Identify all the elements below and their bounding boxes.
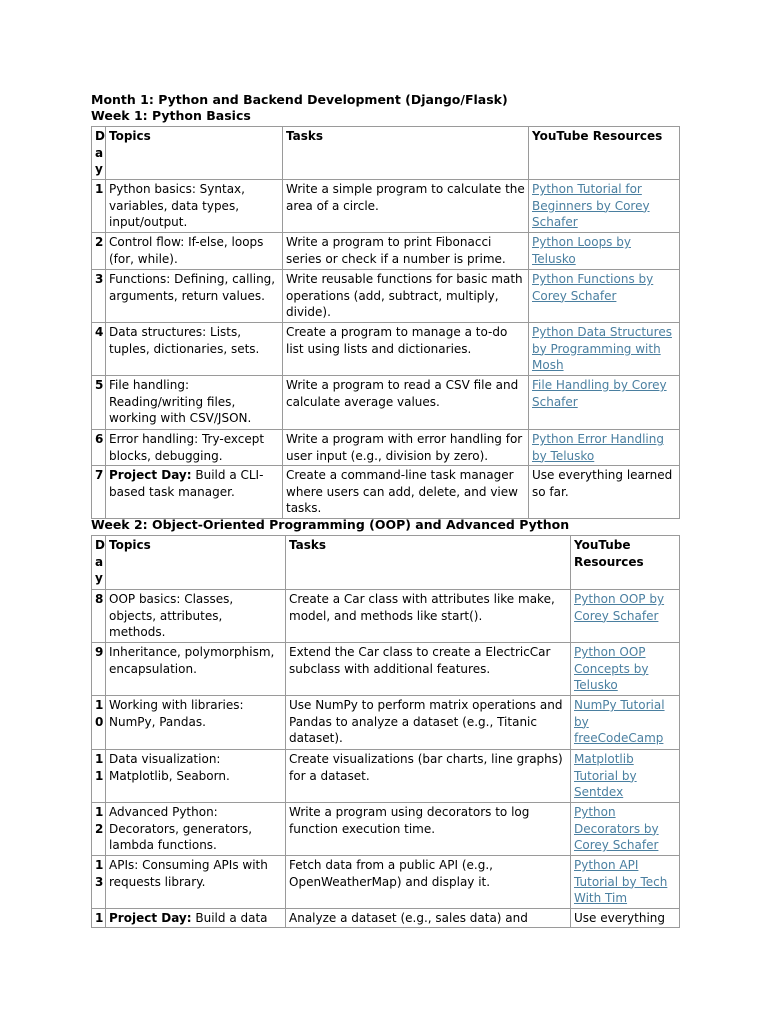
topic-cell: Functions: Defining, calling, arguments, return values. — [106, 270, 283, 323]
resource-link[interactable]: Python Data Structures by Programming with Mosh — [532, 325, 672, 373]
project-row — [92, 466, 680, 519]
resource-cell — [571, 590, 680, 643]
day-number: 10 — [92, 696, 106, 750]
task-cell: Create a command-line task manager where users can add, delete, and view tasks. — [283, 466, 529, 519]
topic-cell: Inheritance, polymorphism, encapsulation. — [106, 643, 286, 696]
table-row — [92, 643, 680, 696]
day-number: 8 — [92, 590, 106, 643]
resource-link[interactable]: File Handling by Corey Schafer — [532, 378, 667, 409]
day-number: 11 — [92, 750, 106, 803]
topic-cell: OOP basics: Classes, objects, attributes, methods. — [106, 590, 286, 643]
day-number: 4 — [92, 323, 106, 376]
resource-cell — [571, 696, 680, 750]
resource-cell — [571, 750, 680, 803]
table-row — [92, 590, 680, 643]
table-row — [92, 803, 680, 856]
task-cell: Write a program to print Fibonacci series or check if a number is prime. — [283, 233, 529, 270]
col-topics-header: Topics — [106, 536, 286, 590]
resource-link[interactable]: Python Functions by Corey Schafer — [532, 272, 654, 303]
resource-link[interactable]: Python OOP by Corey Schafer — [574, 592, 665, 623]
resource-cell — [529, 430, 680, 466]
project-topic: Build a data — [195, 911, 268, 925]
week2-title: Week 2: Object-Oriented Programming (OOP) and Advanced Python — [91, 517, 570, 532]
project-day-label: Project Day: — [109, 911, 192, 925]
topic-cell: Control flow: If-else, loops (for, while). — [106, 233, 283, 270]
task-cell: Fetch data from a public API (e.g., OpenWeatherMap) and display it. — [286, 856, 571, 909]
day-number: 13 — [92, 856, 106, 909]
resource-link[interactable]: Matplotlib Tutorial by Sentdex — [574, 752, 637, 800]
week2-header-row — [92, 536, 680, 590]
resource-link[interactable]: Python Decorators by Corey Schafer — [574, 805, 659, 853]
task-cell: Use NumPy to perform matrix operations and Pandas to analyze a dataset (e.g., Titanic dataset). — [286, 696, 571, 750]
topic-cell: File handling: Reading/writing files, working with CSV/JSON. — [106, 376, 283, 430]
col-day-header: Day — [92, 536, 106, 590]
table-row — [92, 430, 680, 466]
task-cell: Create a program to manage a to-do list using lists and dictionaries. — [283, 323, 529, 376]
topic-cell: APIs: Consuming APIs with requests library. — [106, 856, 286, 909]
resource-cell — [571, 643, 680, 696]
week1-table — [91, 126, 680, 519]
table-row — [92, 696, 680, 750]
resource-link[interactable]: Python OOP Concepts by Telusko — [574, 645, 649, 693]
table-row — [92, 376, 680, 430]
resource-cell — [529, 376, 680, 430]
col-tasks-header: Tasks — [283, 127, 529, 180]
table-row — [92, 750, 680, 803]
week1-title: Week 1: Python Basics — [91, 108, 251, 123]
table-row — [92, 856, 680, 909]
task-cell: Create visualizations (bar charts, line graphs) for a dataset. — [286, 750, 571, 803]
resource-cell: Use everything — [571, 909, 680, 928]
task-cell: Write a simple program to calculate the area of a circle. — [283, 180, 529, 233]
week1-header-row — [92, 127, 680, 180]
resource-link[interactable]: NumPy Tutorial by freeCodeCamp — [574, 698, 665, 746]
topic-cell: Data visualization: Matplotlib, Seaborn. — [106, 750, 286, 803]
task-cell: Write reusable functions for basic math operations (add, subtract, multiply, divide). — [283, 270, 529, 323]
resource-cell — [529, 233, 680, 270]
day-number: 2 — [92, 233, 106, 270]
table-row — [92, 233, 680, 270]
task-cell: Create a Car class with attributes like make, model, and methods like start(). — [286, 590, 571, 643]
topic-cell: Data structures: Lists, tuples, dictionaries, sets. — [106, 323, 283, 376]
col-resources-header: YouTube Resources — [571, 536, 680, 590]
day-number: 12 — [92, 803, 106, 856]
col-day-header: Day — [92, 127, 106, 180]
col-tasks-header: Tasks — [286, 536, 571, 590]
topic-cell: Error handling: Try-except blocks, debugging. — [106, 430, 283, 466]
resource-cell: Use everything learned so far. — [529, 466, 680, 519]
topic-cell — [106, 909, 286, 928]
task-cell: Write a program using decorators to log function execution time. — [286, 803, 571, 856]
resource-cell — [571, 803, 680, 856]
resource-link[interactable]: Python Error Handling by Telusko — [532, 432, 664, 463]
col-resources-header: YouTube Resources — [529, 127, 680, 180]
resource-cell — [529, 180, 680, 233]
topic-cell: Advanced Python: Decorators, generators, lambda functions. — [106, 803, 286, 856]
day-number: 1 — [92, 180, 106, 233]
day-number: 1 — [92, 909, 106, 928]
resource-link[interactable]: Python Loops by Telusko — [532, 235, 631, 266]
topic-cell: Python basics: Syntax, variables, data types, input/output. — [106, 180, 283, 233]
table-row — [92, 180, 680, 233]
resource-cell — [529, 323, 680, 376]
task-cell: Extend the Car class to create a ElectricCar subclass with additional features. — [286, 643, 571, 696]
resource-cell — [571, 856, 680, 909]
task-cell: Write a program to read a CSV file and calculate average values. — [283, 376, 529, 430]
task-cell: Analyze a dataset (e.g., sales data) and — [286, 909, 571, 928]
col-topics-header: Topics — [106, 127, 283, 180]
project-day-label: Project Day: — [109, 468, 192, 482]
day-number: 6 — [92, 430, 106, 466]
day-number: 9 — [92, 643, 106, 696]
month-title: Month 1: Python and Backend Development (Django/Flask) — [91, 92, 508, 107]
resource-cell — [529, 270, 680, 323]
project-topic: Build a CLI-based task manager. — [109, 468, 264, 499]
day-number: 5 — [92, 376, 106, 430]
topic-cell — [106, 466, 283, 519]
table-row — [92, 270, 680, 323]
resource-link[interactable]: Python Tutorial for Beginners by Corey Schafer — [532, 182, 650, 230]
week2-table — [91, 535, 680, 928]
table-row — [92, 323, 680, 376]
day-number: 7 — [92, 466, 106, 519]
topic-cell: Working with libraries: NumPy, Pandas. — [106, 696, 286, 750]
day-number: 3 — [92, 270, 106, 323]
task-cell: Write a program with error handling for user input (e.g., division by zero). — [283, 430, 529, 466]
resource-link[interactable]: Python API Tutorial by Tech With Tim — [574, 858, 668, 906]
project-row — [92, 909, 680, 928]
